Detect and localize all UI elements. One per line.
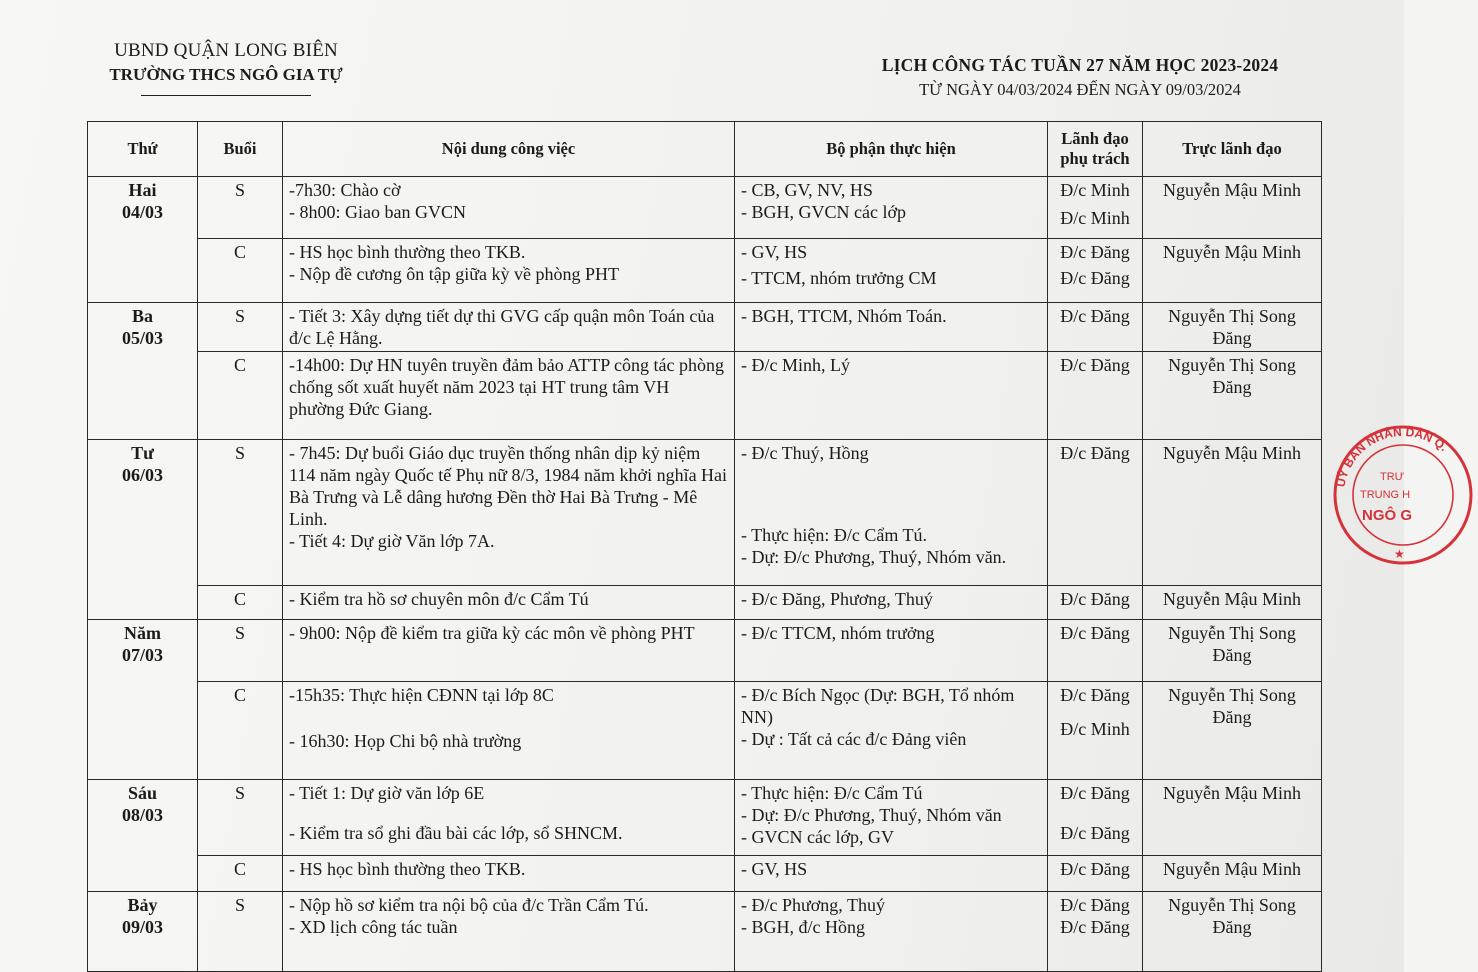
duty-cell: Nguyễn Thị Song Đăng bbox=[1143, 682, 1322, 780]
content-line: - HS học bình thường theo TKB. bbox=[289, 859, 526, 879]
day-cell bbox=[88, 892, 198, 972]
session-cell: C bbox=[198, 239, 283, 303]
leader-line: Đ/c Đăng bbox=[1060, 443, 1130, 463]
content-line: - Kiểm tra hồ sơ chuyên môn đ/c Cẩm Tú bbox=[289, 589, 589, 609]
session-cell: S bbox=[198, 892, 283, 972]
content-cell bbox=[283, 780, 735, 856]
leader-line: Đ/c Đăng bbox=[1060, 306, 1130, 326]
dept-line: - Thực hiện: Đ/c Cẩm Tú bbox=[741, 783, 923, 803]
duty-cell: Nguyễn Thị Song Đăng bbox=[1143, 620, 1322, 682]
dept-line: - Đ/c Bích Ngọc (Dự: BGH, Tổ nhóm NN) bbox=[741, 685, 1015, 727]
schedule-date-range: TỪ NGÀY 04/03/2024 ĐẾN NGÀY 09/03/2024 bbox=[919, 80, 1241, 99]
duty-cell: Nguyễn Mậu Minh bbox=[1143, 177, 1322, 239]
duty-cell: Nguyễn Thị Song Đăng bbox=[1143, 352, 1322, 440]
dept-line: - Đ/c TTCM, nhóm trưởng bbox=[741, 623, 935, 643]
session-cell: C bbox=[198, 856, 283, 892]
dept-cell bbox=[735, 440, 1048, 586]
stamp-ring-text: UỶ BAN NHÂN DÂN Q. bbox=[1333, 424, 1451, 489]
day-cell bbox=[88, 620, 198, 780]
table-row bbox=[88, 586, 1322, 620]
content-cell bbox=[283, 303, 735, 352]
table-header-row bbox=[88, 122, 1322, 177]
session-cell: S bbox=[198, 303, 283, 352]
session-cell: S bbox=[198, 620, 283, 682]
content-line: - Tiết 1: Dự giờ văn lớp 6E bbox=[289, 783, 485, 803]
stamp-star-icon: ★ bbox=[1394, 547, 1405, 561]
content-cell bbox=[283, 440, 735, 586]
dept-line: - TTCM, nhóm trưởng CM bbox=[741, 268, 937, 288]
dept-line: - BGH, TTCM, Nhóm Toán. bbox=[741, 306, 947, 326]
schedule-title: LỊCH CÔNG TÁC TUẦN 27 NĂM HỌC 2023-2024 bbox=[881, 55, 1279, 75]
day-name: Ba bbox=[131, 306, 153, 326]
leader-cell bbox=[1048, 586, 1143, 620]
stamp-inner-line: TRƯ bbox=[1380, 471, 1405, 483]
leader-cell bbox=[1048, 239, 1143, 303]
dept-line: - Dự : Tất cả các đ/c Đảng viên bbox=[741, 729, 967, 749]
header-underline bbox=[141, 95, 311, 96]
dept-line: - GV, HS bbox=[741, 859, 808, 879]
day-name: Năm bbox=[124, 623, 161, 643]
duty-cell: Nguyễn Mậu Minh bbox=[1143, 780, 1322, 856]
duty-cell: Nguyễn Mậu Minh bbox=[1143, 586, 1322, 620]
leader-line: Đ/c Đăng bbox=[1060, 685, 1130, 705]
leader-cell bbox=[1048, 620, 1143, 682]
leader-cell bbox=[1048, 177, 1143, 239]
dept-cell bbox=[735, 682, 1048, 780]
table-row bbox=[88, 303, 1322, 352]
leader-line: Đ/c Đăng bbox=[1060, 917, 1130, 937]
content-line: - Kiểm tra sổ ghi đầu bài các lớp, sổ SHNCM. bbox=[289, 823, 623, 843]
dept-cell bbox=[735, 303, 1048, 352]
leader-cell bbox=[1048, 303, 1143, 352]
table-row bbox=[88, 620, 1322, 682]
dept-line: - Dự: Đ/c Phương, Thuý, Nhóm văn bbox=[741, 805, 1002, 825]
content-line: - 16h30: Họp Chi bộ nhà trường bbox=[289, 731, 522, 751]
duty-cell: Nguyễn Mậu Minh bbox=[1143, 239, 1322, 303]
leader-line: Đ/c Đăng bbox=[1060, 859, 1130, 879]
leader-line: Đ/c Đăng bbox=[1060, 268, 1130, 288]
day-name: Sáu bbox=[127, 783, 158, 803]
leader-line: Đ/c Minh bbox=[1060, 180, 1130, 200]
dept-line: - Dự: Đ/c Phương, Thuý, Nhóm văn. bbox=[741, 547, 1007, 567]
content-cell bbox=[283, 682, 735, 780]
content-cell bbox=[283, 586, 735, 620]
session-cell: C bbox=[198, 586, 283, 620]
table-row bbox=[88, 892, 1322, 972]
leader-line: Đ/c Đăng bbox=[1060, 823, 1130, 843]
dept-line: - Đ/c Đăng, Phương, Thuý bbox=[741, 589, 933, 609]
table-row bbox=[88, 682, 1322, 780]
district-name: UBND QUẬN LONG BIÊN bbox=[114, 40, 338, 61]
day-cell bbox=[88, 440, 198, 620]
col-header-session: Buổi bbox=[198, 122, 283, 177]
day-date: 05/03 bbox=[121, 328, 163, 348]
content-line: - Nộp hồ sơ kiểm tra nội bộ của đ/c Trần Cẩm Tú. bbox=[289, 895, 649, 915]
content-cell bbox=[283, 892, 735, 972]
leader-line: Đ/c Đăng bbox=[1060, 589, 1130, 609]
day-name: Hai bbox=[128, 180, 157, 200]
stamp-inner-line: NGÔ G bbox=[1362, 507, 1413, 524]
table-row bbox=[88, 352, 1322, 440]
dept-cell bbox=[735, 177, 1048, 239]
header-left bbox=[96, 40, 356, 96]
day-cell bbox=[88, 177, 198, 303]
leader-line: Đ/c Minh bbox=[1060, 719, 1130, 739]
leader-cell bbox=[1048, 682, 1143, 780]
table-row bbox=[88, 239, 1322, 303]
header-right bbox=[860, 55, 1300, 100]
dept-cell bbox=[735, 856, 1048, 892]
leader-cell bbox=[1048, 780, 1143, 856]
duty-cell: Nguyễn Mậu Minh bbox=[1143, 440, 1322, 586]
day-date: 07/03 bbox=[121, 645, 163, 665]
table-row bbox=[88, 177, 1322, 239]
day-cell bbox=[88, 780, 198, 892]
stamp-inner-line: TRUNG H bbox=[1360, 489, 1411, 501]
content-cell bbox=[283, 177, 735, 239]
dept-line: - Đ/c Thuý, Hồng bbox=[741, 443, 869, 463]
content-line: - 8h00: Giao ban GVCN bbox=[289, 202, 466, 222]
leader-line: Đ/c Đăng bbox=[1060, 355, 1130, 375]
leader-line: Đ/c Đăng bbox=[1060, 895, 1130, 915]
content-line: - Nộp đề cương ôn tập giữa kỳ về phòng PHT bbox=[289, 264, 619, 284]
leader-line: Đ/c Đăng bbox=[1060, 783, 1130, 803]
content-line: - HS học bình thường theo TKB. bbox=[289, 242, 526, 262]
dept-line: - Đ/c Minh, Lý bbox=[741, 355, 850, 375]
content-line: - XD lịch công tác tuần bbox=[289, 917, 458, 937]
dept-line: - BGH, GVCN các lớp bbox=[741, 202, 906, 222]
content-cell bbox=[283, 856, 735, 892]
table-row bbox=[88, 856, 1322, 892]
dept-cell bbox=[735, 620, 1048, 682]
content-line: - Tiết 3: Xây dựng tiết dự thi GVG cấp quận môn Toán của đ/c Lệ Hằng. bbox=[289, 306, 715, 348]
schedule-table bbox=[87, 121, 1322, 972]
leader-line: Đ/c Đăng bbox=[1060, 623, 1130, 643]
duty-cell: Nguyễn Mậu Minh bbox=[1143, 856, 1322, 892]
dept-line: - GVCN các lớp, GV bbox=[741, 827, 894, 847]
col-header-content: Nội dung công việc bbox=[283, 122, 735, 177]
day-date: 08/03 bbox=[121, 805, 163, 825]
day-cell bbox=[88, 303, 198, 440]
col-header-duty: Trực lãnh đạo bbox=[1143, 122, 1322, 177]
content-line: - 9h00: Nộp đề kiểm tra giữa kỳ các môn về phòng PHT bbox=[289, 623, 695, 643]
session-cell: S bbox=[198, 780, 283, 856]
day-name: Tư bbox=[131, 443, 154, 463]
content-line: -15h35: Thực hiện CĐNN tại lớp 8C bbox=[289, 685, 554, 705]
dept-line: - Đ/c Phương, Thuý bbox=[741, 895, 885, 915]
leader-cell bbox=[1048, 892, 1143, 972]
day-date: 04/03 bbox=[121, 202, 163, 222]
col-header-day: Thứ bbox=[88, 122, 198, 177]
col-header-leader: Lãnh đạo phụ trách bbox=[1048, 122, 1143, 177]
duty-cell: Nguyễn Thị Song Đăng bbox=[1143, 892, 1322, 972]
content-cell bbox=[283, 352, 735, 440]
content-line: -14h00: Dự HN tuyên truyền đảm bảo ATTP công tác phòng chống sốt xuất huyết năm 2023 tại HT trung tâm VH phường Đức Giang. bbox=[289, 355, 725, 419]
content-cell bbox=[283, 620, 735, 682]
day-name: Bảy bbox=[127, 895, 158, 915]
dept-cell bbox=[735, 239, 1048, 303]
dept-line: - Thực hiện: Đ/c Cẩm Tú. bbox=[741, 525, 928, 545]
day-date: 09/03 bbox=[121, 917, 163, 937]
leader-cell bbox=[1048, 440, 1143, 586]
content-line: -7h30: Chào cờ bbox=[289, 180, 401, 200]
day-date: 06/03 bbox=[121, 465, 163, 485]
content-cell bbox=[283, 239, 735, 303]
leader-line: Đ/c Đăng bbox=[1060, 242, 1130, 262]
school-name: TRƯỜNG THCS NGÔ GIA TỰ bbox=[109, 65, 343, 84]
session-cell: S bbox=[198, 440, 283, 586]
session-cell: C bbox=[198, 352, 283, 440]
leader-cell bbox=[1048, 352, 1143, 440]
dept-line: - CB, GV, NV, HS bbox=[741, 180, 873, 200]
col-header-dept: Bộ phận thực hiện bbox=[735, 122, 1048, 177]
table-row bbox=[88, 440, 1322, 586]
session-cell: S bbox=[198, 177, 283, 239]
leader-cell bbox=[1048, 856, 1143, 892]
official-stamp bbox=[1328, 420, 1478, 570]
dept-cell bbox=[735, 352, 1048, 440]
table-row bbox=[88, 780, 1322, 856]
duty-cell: Nguyễn Thị Song Đăng bbox=[1143, 303, 1322, 352]
content-line: - Tiết 4: Dự giờ Văn lớp 7A. bbox=[289, 531, 495, 551]
leader-line: Đ/c Minh bbox=[1060, 208, 1130, 228]
dept-cell bbox=[735, 586, 1048, 620]
dept-cell bbox=[735, 892, 1048, 972]
content-line: - 7h45: Dự buổi Giáo dục truyền thống nhân dịp kỷ niệm 114 năm ngày Quốc tế Phụ nữ 8/3, 1984 năm khởi nghĩa Hai Bà Trưng và Lễ dâng hương Đền thờ Hai Bà Trưng - Mê Linh. bbox=[289, 443, 728, 529]
session-cell: C bbox=[198, 682, 283, 780]
dept-line: - BGH, đ/c Hồng bbox=[741, 917, 865, 937]
dept-cell bbox=[735, 780, 1048, 856]
dept-line: - GV, HS bbox=[741, 242, 808, 262]
